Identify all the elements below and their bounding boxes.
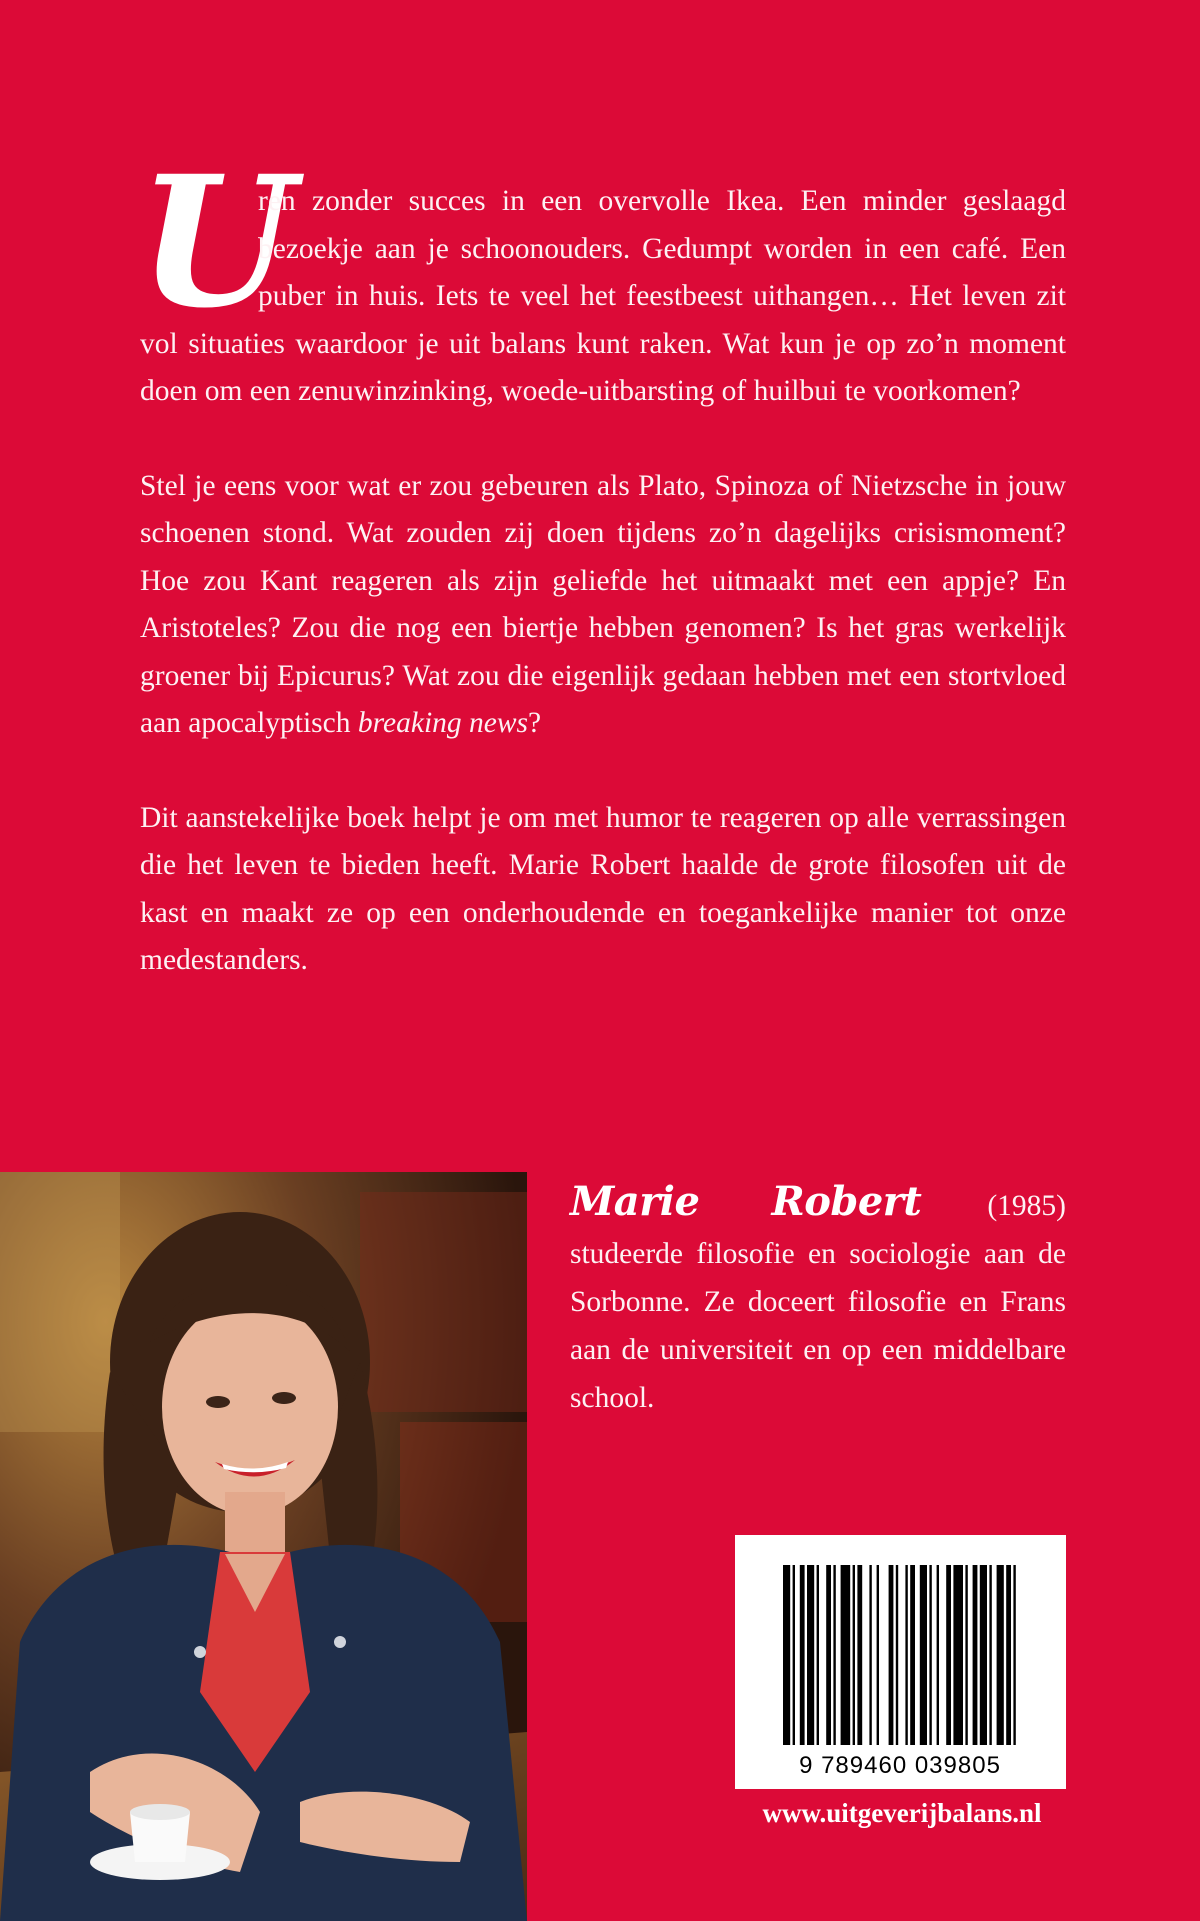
barcode-bar	[896, 1565, 898, 1745]
barcode-bar	[857, 1565, 862, 1745]
barcode-bar	[980, 1565, 987, 1745]
back-cover-blurb	[138, 137, 1066, 1032]
barcode-bar	[1006, 1565, 1011, 1745]
author-photo-illustration	[0, 1172, 527, 1921]
barcode-bar	[953, 1565, 963, 1745]
barcode-bar	[905, 1565, 907, 1745]
barcode-bar	[869, 1565, 871, 1745]
barcode-bar	[877, 1565, 879, 1745]
barcode-bar	[965, 1565, 967, 1745]
barcode-bar	[889, 1565, 894, 1745]
blurb-paragraph-2-text: Stel je eens voor wat er zou gebeuren als Plato, Spinoza of Nietzsche in jouw schoenen stond. Wat zouden zij doen tijdens zo’n dagelijks crisismoment? Hoe zou Kant reageren als zijn geliefde het uitmaakt met een appje? En Aristoteles? Zou die nog een biertje hebben genomen? Is het gras werkelijk groener bij Epicurus? Wat zou die eigenlijk gedaan hebben met een stortvloed aan apocalyptisch	[140, 469, 1066, 739]
barcode-bar	[1013, 1565, 1015, 1745]
blurb-paragraph-2-end: ?	[528, 707, 542, 739]
barcode-bar	[826, 1565, 831, 1745]
author-name: Marie Robert	[570, 1178, 922, 1225]
barcode-bar	[800, 1565, 805, 1745]
barcode-number: 9 789460 039805	[799, 1752, 1001, 1779]
drop-cap-letter: U	[138, 137, 295, 348]
blurb-paragraph-2	[140, 463, 1066, 748]
barcode-bar	[973, 1565, 978, 1745]
blurb-paragraph-3: Dit aanstekelijke boek helpt je om met humor te reageren op alle verrassingen die het leven te bieden heeft. Marie Robert haalde de grote filosofen uit de kast en maakt ze op een onderhoudende en toegankelijke manier tot onze medestanders.	[140, 801, 1066, 976]
barcode-bar	[841, 1565, 851, 1745]
barcode-graphic	[735, 1535, 1066, 1789]
barcode-bar	[920, 1565, 927, 1745]
blurb-italic-phrase: breaking news	[357, 707, 529, 739]
author-bio-text: (1985) studeerde filosofie en sociologie aan de Sorbonne. Ze doceert filosofie en Frans aan de universiteit en op een middelbare school.	[570, 1190, 1066, 1414]
barcode-bar	[929, 1565, 931, 1745]
publisher-website[interactable]: www.uitgeverijbalans.nl	[762, 1798, 1042, 1828]
barcode-bar	[807, 1565, 814, 1745]
barcode-bar	[997, 1565, 1004, 1745]
barcode-bar	[989, 1565, 991, 1745]
barcode-bar	[783, 1565, 790, 1745]
author-photo	[0, 1172, 527, 1921]
barcode-bar	[833, 1565, 835, 1745]
blurb-paragraph-1	[138, 137, 1066, 416]
barcode-bar	[853, 1565, 855, 1745]
author-bio	[570, 1178, 1066, 1422]
barcode-bar	[946, 1565, 951, 1745]
barcode-bar	[937, 1565, 939, 1745]
barcode-bar	[817, 1565, 819, 1745]
isbn-barcode	[735, 1535, 1066, 1789]
barcode-bar	[793, 1565, 795, 1745]
barcode-bar	[910, 1565, 915, 1745]
blurb-paragraph-1-text: ren zonder succes in een overvolle Ikea. Een minder geslaagd bezoekje aan je schoonouders. Gedumpt worden in een café. Een puber in huis. Iets te veel het feestbeest uithangen… Het leven zit vol situaties waardoor je uit balans kunt raken. Wat kun je op zo’n moment doen om een zenuwinzinking, woede-uitbarsting of huilbui te voorkomen?	[140, 185, 1066, 407]
